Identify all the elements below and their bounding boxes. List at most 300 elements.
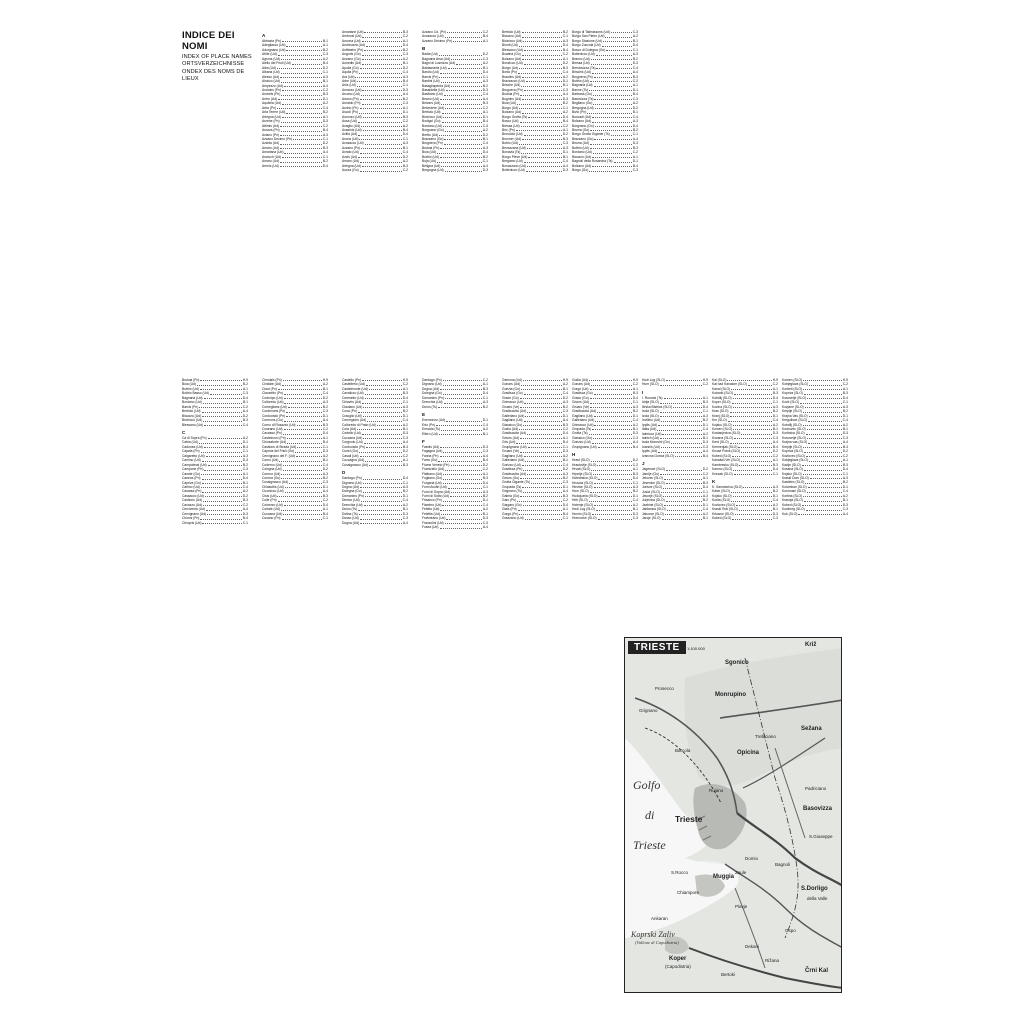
place-name: Ilirska Bistrica (SLO) [642,404,673,409]
place-name: Biordi (Ud) [502,43,518,48]
place-name: Hrenovice (SLO) [572,516,597,521]
place-name: Chiusaforte (Ud) [262,440,287,445]
index-letter-heading: F [422,438,425,444]
place-name: Kozina (SLO) [712,404,732,409]
grid-reference: B-4 [562,440,568,445]
grid-reference: D-2 [242,413,248,418]
place-name: Kojsko (SLO) [712,493,732,498]
grid-reference: D-1 [842,413,848,418]
grid-reference: A-3 [632,484,638,489]
leader-dots [296,456,322,457]
grid-reference: B-1 [562,154,568,159]
grid-reference: C-4 [842,489,848,494]
grid-reference: C-2 [562,426,568,431]
grid-reference: C-1 [772,471,778,476]
grid-reference: A-1 [702,395,708,400]
place-name: Buia (Ud) [502,101,516,106]
place-name: Azzano Decimo (Pn) [422,38,453,43]
leader-dots [445,108,482,109]
grid-reference: A-3 [322,471,328,476]
place-name: Godia (Ud) [502,426,519,431]
grid-reference: D-3 [402,87,408,92]
place-name: Kozjane (SLO) [782,404,804,409]
grid-reference: A-4 [402,520,408,525]
grid-reference: D-3 [632,61,638,66]
leader-dots [199,407,241,408]
place-name: Avilla (Ud) [342,132,358,137]
place-name: Cervignano del F. (Ud) [262,453,295,458]
place-name: Duino (Ts) [422,404,438,409]
leader-dots [280,162,322,163]
leader-dots [359,514,402,515]
leader-dots [440,157,482,158]
place-name: Arbe (Ud) [342,78,357,83]
grid-reference: C-3 [632,30,638,34]
grid-reference: D-3 [772,431,778,436]
grid-reference: A-1 [702,476,708,481]
map-label-s-giuseppe: S.Giuseppe [809,834,833,839]
place-name: Baldasseria (Ud) [422,65,447,70]
leader-dots [522,77,562,78]
place-name: Krvavi Potok (SLO) [712,449,741,454]
place-name: Cajada (Pn) [182,449,200,454]
grid-reference: A-1 [242,471,248,476]
leader-dots [526,171,562,172]
leader-dots [736,505,772,506]
grid-reference: A-2 [772,422,778,427]
grid-reference: B-2 [482,154,488,159]
leader-dots [278,55,322,56]
place-name: Bodigoi (Go) [422,119,441,124]
leader-dots [277,68,322,69]
leader-dots [594,99,631,100]
place-name: Godia (Ud) [572,378,589,382]
leader-dots [360,171,402,172]
grid-reference: D-3 [562,96,568,101]
place-name: Amaro (Ud) [262,159,280,164]
grid-reference: D-2 [322,65,328,70]
place-name: Angoris (Go) [342,52,361,57]
grid-reference: C-1 [562,444,568,449]
grid-reference: A-4 [482,163,488,168]
place-name: Kreplje (SLO) [782,409,802,414]
place-name: Kozlovec (SLO) [712,502,736,507]
leader-dots [204,447,242,448]
grid-reference: C-3 [402,101,408,106]
map-label-dekani: Dekani [745,944,760,949]
place-name: Bagnaria Arsa (Ud) [422,56,451,61]
leader-dots [605,37,631,38]
place-name: Adegliacco (Ud) [262,43,286,48]
grid-reference: A-3 [322,400,328,405]
place-name: Alesso (Ud) [262,74,280,79]
leader-dots [282,117,322,118]
place-name: Borgo Zuccola (Ud) [572,43,601,48]
place-name: Brazzacco (Ud) [502,78,525,83]
index-letter-heading: C [182,429,186,435]
place-name: Camino (Ud) [182,458,201,463]
map-label-sgonico: Sgonico [725,660,749,666]
place-name: Aviano (Pn) [262,132,280,137]
place-name: K. Samotorica (SLO) [712,484,743,489]
place-name: Bonazzano (Ud) [502,163,526,168]
grid-reference: A-1 [482,38,488,43]
place-name: Jamlje (Go) [642,471,660,476]
place-name: Giassico (Go) [502,422,523,427]
place-name: Gradiscutta (Ud) [502,431,527,436]
place-name: Corno di Rosazzo (Ud) [262,422,296,427]
grid-reference: C-2 [482,30,488,34]
leader-dots [808,487,842,488]
leader-dots [441,82,482,83]
grid-reference: B-3 [322,493,328,498]
leader-dots [592,514,631,515]
grid-reference: B-3 [842,462,848,467]
leader-dots [286,50,321,51]
grid-reference: B-2 [632,56,638,61]
map-label-s-dorligo: S.Dorligo [801,886,828,892]
leader-dots [741,461,772,462]
map-label-bertoki: Bertoki [721,972,736,977]
leader-dots [201,487,242,488]
grid-reference: D-4 [632,43,638,48]
grid-reference: B-4 [842,444,848,449]
place-name: Coia (Ud) [342,426,357,431]
map-label-basovizza: Basovizza [803,806,833,812]
leader-dots [357,81,402,82]
place-name: Borgo San Pietro (Ud) [572,34,605,39]
leader-dots [456,64,482,65]
place-name: Domanins (Pn) [422,395,444,400]
grid-reference: C-2 [402,168,408,173]
grid-reference: A-1 [482,110,488,115]
leader-dots [525,461,562,462]
grid-reference: C-3 [562,480,568,485]
grid-reference: C-1 [402,480,408,485]
grid-reference: B-2 [702,418,708,423]
leader-dots [207,514,242,515]
grid-reference: B-3 [842,391,848,396]
grid-reference: D-2 [322,141,328,146]
grid-reference: B-4 [322,61,328,66]
grid-reference: B-1 [402,145,408,150]
grid-reference: D-4 [402,476,408,481]
leader-dots [367,421,402,422]
leader-dots [595,108,632,109]
place-name: Bando (Ud) [422,70,439,75]
grid-reference: A-3 [772,484,778,489]
grid-reference: A-2 [322,453,328,458]
place-name: Grupignano (Ud) [502,444,527,449]
place-name: Ceresetto (Ud) [342,395,364,400]
place-name: Azzis (Ud) [342,154,358,159]
place-name: Jakovce (SLO) [642,511,664,516]
grid-reference: B-4 [632,444,638,449]
grid-reference: C-3 [562,141,568,146]
grid-reference: C-2 [562,52,568,57]
leader-dots [730,416,771,417]
place-name: Gorizzo (Ud) [502,462,521,467]
place-name: Bolzano (Ud) [572,163,592,168]
grid-reference: A-3 [242,453,248,458]
leader-dots [520,438,562,439]
index-subtitle-en: INDEX OF PLACE NAMES [182,54,252,60]
grid-reference: C-1 [562,34,568,39]
map-label-capodistria: (Capodistria) [665,964,691,969]
place-name: Borgo Pieve (Ud) [502,154,528,159]
leader-dots [731,492,772,493]
leader-dots [598,447,632,448]
leader-dots [521,385,562,386]
grid-reference: B-1 [842,498,848,503]
place-name: Koromaci (SLO) [782,489,806,494]
leader-dots [524,394,562,395]
grid-reference: B-2 [242,382,248,387]
grid-reference: A-4 [842,440,848,445]
place-name: Basaldella (Ud) [422,87,445,92]
leader-dots [803,412,842,413]
leader-dots [439,55,482,56]
leader-dots [295,452,321,453]
place-name: Ampezzo (Ud) [262,83,284,88]
leader-dots [365,394,402,395]
grid-reference: A-1 [772,386,778,391]
place-name: Caneva (Pn) [182,476,201,481]
leader-dots [446,421,482,422]
place-name: Bardini (Ud) [422,79,440,84]
place-name: Cordovado (Pn) [342,444,366,449]
grid-reference: A-1 [632,154,638,159]
leader-dots [730,412,772,413]
place-name: Biauzzo (Ud) [182,413,202,418]
place-name: Cercivento (Ud) [182,507,206,512]
place-name: Giassico (Go) [572,435,593,440]
leader-dots [442,505,481,506]
leader-dots [594,394,632,395]
leader-dots [733,407,772,408]
place-name: Cimolais (Pn) [262,378,282,382]
place-name: Bottenicco (Ud) [502,168,525,173]
place-name: Ioannis (Ud) [642,444,660,449]
place-name: Arenis (Ud) [262,163,279,168]
grid-reference: A-2 [562,382,568,387]
place-name: Abbazia (Pn) [262,39,282,43]
grid-reference: A-2 [632,502,638,507]
place-name: Humin (SLO) [572,511,592,516]
grid-reference: B-3 [772,462,778,467]
place-name: Cadunea (Ud) [182,444,203,449]
leader-dots [589,434,632,435]
place-name: Bertiolo (Ud) [182,409,201,414]
grid-reference: A-2 [402,56,408,61]
leader-dots [451,492,482,493]
leader-dots [603,41,632,42]
grid-reference: A-4 [772,440,778,445]
place-name: Cividale (Ud) [262,382,282,387]
leader-dots [365,461,402,462]
leader-dots [800,403,842,404]
place-name: Kraski Rob (SLO) [712,507,738,512]
grid-reference: C-4 [402,70,408,75]
index-entry [502,516,568,520]
leader-dots [527,166,562,167]
place-name: Kostanjevica (SLO) [712,431,741,436]
leader-dots [361,148,402,149]
place-name: Gruaro (Ve) [572,404,590,409]
leader-dots [804,501,842,502]
grid-reference: C-2 [702,471,708,476]
place-name: Kubed (SLO) [712,453,732,458]
place-name: Forni di Sopra (Ud) [422,489,451,494]
place-name: Arzene (Pn) [262,119,280,124]
leader-dots [805,483,842,484]
grid-reference: D-1 [702,502,708,507]
grid-reference: H-9 [772,378,778,382]
place-name: Colle (Pn) [262,498,277,503]
place-name: Castions di Strada (Ud) [262,444,297,449]
leader-dots [602,46,632,47]
place-name: Cortale (Ud) [262,507,280,512]
leader-dots [519,144,562,145]
leader-dots [596,510,632,511]
leader-dots [451,465,482,466]
place-name: Kal (SLO) [712,378,727,382]
leader-dots [359,73,401,74]
leader-dots [443,501,482,502]
place-name: Dolina (Ts) [342,511,358,516]
leader-dots [519,68,562,69]
grid-reference: C-4 [402,150,408,155]
place-name: Chiavris (Ud) [342,400,362,405]
place-name: Brugnera (Pn) [572,74,593,79]
grid-reference: H-9 [562,378,568,382]
place-name: Hrusica (SLO) [572,480,593,485]
leader-dots [804,452,842,453]
leader-dots [663,488,702,489]
leader-dots [675,456,702,457]
grid-reference: A-1 [322,435,328,440]
grid-reference: B-3 [402,30,408,34]
grid-reference: D-3 [242,511,248,516]
grid-reference: B-1 [702,435,708,440]
leader-dots [360,99,402,100]
place-name: Hrpelje (SLO) [572,471,593,476]
leader-dots [289,483,321,484]
grid-reference: B-2 [772,409,778,414]
grid-reference: C-4 [562,462,568,467]
index-letter-heading: A [262,33,266,38]
grid-reference: C-1 [562,516,568,521]
leader-dots [517,104,562,105]
place-name: Castelmonte (Ud) [342,386,368,391]
grid-reference: B-1 [482,136,488,141]
grid-reference: B-1 [562,458,568,463]
leader-dots [810,478,842,479]
grid-reference: B-4 [402,78,408,83]
place-name: Kosovelje (SLO) [782,395,807,400]
leader-dots [519,46,562,47]
grid-reference: B-4 [482,34,488,39]
place-name: Cisis (Ud) [262,493,277,498]
place-name: Calgaretto (Ud) [182,453,205,458]
index-entry [572,168,638,172]
grid-reference: A-3 [402,141,408,146]
leader-dots [286,113,321,114]
leader-dots [730,443,772,444]
grid-reference: C-4 [772,498,778,503]
grid-reference: A-4 [482,453,488,458]
grid-reference: C-1 [482,395,488,400]
grid-reference: D-2 [632,105,638,110]
leader-dots [594,139,631,140]
map-label-ospo: Ospo [785,928,796,933]
grid-reference: C-3 [322,480,328,485]
grid-reference: D-1 [242,440,248,445]
grid-reference: C-4 [482,92,488,97]
place-name: Hotedrsica (SLO) [572,476,598,481]
place-name: Koritnica (SLO) [782,431,805,436]
place-name: Anfiteatro (Pn) [342,47,364,52]
place-name: Gruaro (Ve) [502,449,520,454]
leader-dots [590,148,632,149]
leader-dots [658,425,702,426]
place-name: Flambro (Ud) [422,502,442,507]
place-name: Krajna vas (SLO) [782,440,808,445]
grid-reference: A-4 [632,70,638,75]
grid-reference: B-1 [632,38,638,43]
leader-dots [520,398,562,399]
grid-reference: A-1 [842,386,848,391]
leader-dots [664,505,702,506]
index-entry [422,525,488,529]
leader-dots [592,73,632,74]
grid-reference: A-2 [482,507,488,512]
leader-dots [591,385,632,386]
grid-reference: C-3 [772,516,778,521]
grid-reference: C-2 [842,382,848,387]
grid-reference: C-2 [632,150,638,155]
leader-dots [523,380,562,381]
index-letter-heading: K [712,478,716,484]
leader-dots [527,412,562,413]
grid-reference: C-3 [562,409,568,414]
place-name: Gradisca (Go) [502,391,523,396]
place-name: Ermada (Ts) [422,427,440,432]
grid-reference: D-1 [632,413,638,418]
place-name: Grado (Go) [502,395,519,400]
map-label-roiano: Roiano [709,788,724,793]
place-name: Arcano (Ud) [342,92,360,97]
place-name: Gorizia (Go) [502,386,520,391]
leader-dots [807,438,842,439]
grid-reference: B-1 [562,83,568,88]
grid-reference: D-4 [562,114,568,119]
grid-reference: A-4 [482,525,488,530]
grid-reference: D-3 [562,168,568,173]
leader-dots [202,523,241,524]
place-name: Biauzzo (Ud) [502,34,522,39]
leader-dots [280,135,322,136]
index-column [262,378,328,548]
leader-dots [445,37,482,38]
place-name: Amaro (Ud) [262,145,280,150]
grid-reference: B-3 [242,498,248,503]
place-name: Bordano (Ud) [422,123,442,128]
place-name: Braulins (Ud) [502,74,522,79]
index-column [342,30,408,180]
place-name: Borgo Grotta (Ts) [502,114,528,119]
grid-reference: D-2 [562,395,568,400]
